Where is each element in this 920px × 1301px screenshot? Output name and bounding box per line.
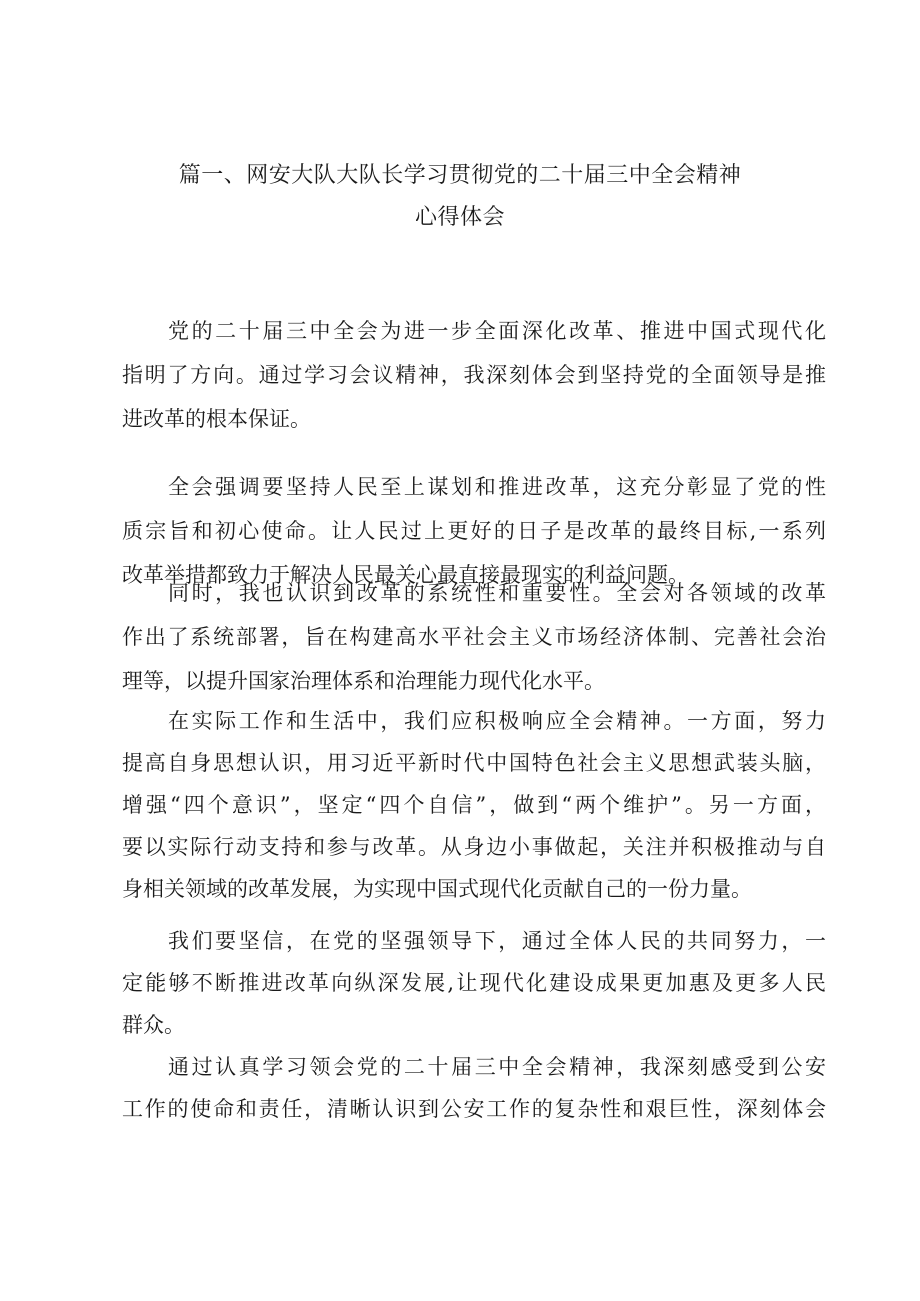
- paragraph-2-line-1: 全会强调要坚持人民至上谋划和推进改革，这充分彰显了党的性: [168, 475, 826, 499]
- paragraph-5-line-2: 定能够不断推进改革向纵深发展,让现代化建设成果更加惠及更多人民: [122, 971, 826, 995]
- paragraph-2-line-3: 改革举措都致力于解决人民最关心最直接最现实的利益问题。: [122, 563, 689, 587]
- paragraph-6-line-1: 通过认真学习领会党的二十届三中全会精神，我深刻感受到公安: [168, 1055, 826, 1079]
- paragraph-4-line-1: 在实际工作和生活中，我们应积极响应全会精神。一方面，努力: [168, 709, 826, 733]
- paragraph-3-line-3: 理等，以提升国家治理体系和治理能力现代化水平。: [122, 669, 605, 693]
- paragraph-5-line-1: 我们要坚信，在党的坚强领导下，通过全体人民的共同努力，一: [168, 929, 826, 953]
- paragraph-3-line-2: 作出了系统部署，旨在构建高水平社会主义市场经济体制、完善社会治: [122, 625, 826, 649]
- paragraph-3-line-1: 同时，我也认识到改革的系统性和重要性。全会对各领域的改革: [168, 581, 826, 605]
- paragraph-4-line-3: 增强“四个意识”，坚定“四个自信”，做到“两个维护”。另一方面，: [122, 793, 826, 817]
- paragraph-2-line-2: 质宗旨和初心使命。让人民过上更好的日子是改革的最终目标,一系列: [122, 519, 826, 543]
- paragraph-1-line-2: 指明了方向。通过学习会议精神，我深刻体会到坚持党的全面领导是推: [122, 363, 826, 387]
- paragraph-4-line-4: 要以实际行动支持和参与改革。从身边小事做起，关注并积极推动与自: [122, 835, 826, 859]
- paragraph-1-line-3: 进改革的根本保证。: [122, 407, 311, 431]
- paragraph-1-line-1: 党的二十届三中全会为进一步全面深化改革、推进中国式现代化: [168, 319, 826, 343]
- paragraph-4-line-2: 提高自身思想认识，用习近平新时代中国特色社会主义思想武装头脑，: [122, 751, 826, 775]
- paragraph-6-line-2: 工作的使命和责任，清晰认识到公安工作的复杂性和艰巨性，深刻体会: [122, 1097, 826, 1121]
- paragraph-5-line-3: 群众。: [122, 1013, 185, 1037]
- document-title-line-1: 篇一、网安大队大队长学习贯彻党的二十届三中全会精神: [178, 163, 742, 188]
- document-title-line-2: 心得体会: [414, 205, 505, 230]
- paragraph-4-line-5: 身相关领域的改革发展，为实现中国式现代化贡献自己的一份力量。: [122, 877, 752, 901]
